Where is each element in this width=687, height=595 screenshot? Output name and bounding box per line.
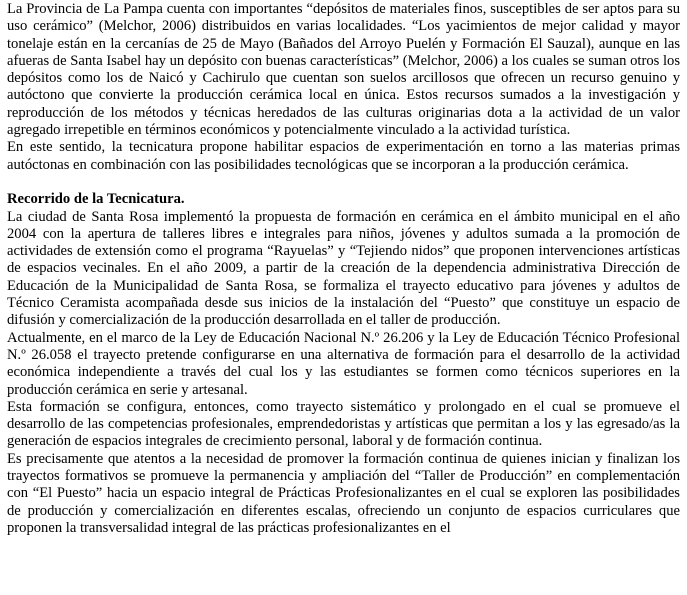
section-paragraph-1: La ciudad de Santa Rosa implementó la propuesta de formación en cerámica en el ámbito municipal en el año 2004 con la apertura de talleres libres e integrales para niños, jóvenes y adultos sumada a la promoción de actividades de extensión como el programa “Rayuelas” y “Tejiendo nidos” que proponen intervenciones artísticas de espacios vecinales. En el año 2009, a partir de la creación de la dependencia administrativa Dirección de Educación de la Municipalidad de Santa Rosa, se formaliza el trayecto educativo para jóvenes y adultos de Técnico Ceramista acompañada desde sus inicios de la instalación del “Puesto” que constituye un espacio de difusión y comercialización de la producción desarrollada en el taller de producción. [7,208,680,329]
section-paragraph-3: Esta formación se configura, entonces, como trayecto sistemático y prolongado en el cual se promueve el desarrollo de las competencias profesionales, emprendedoristas y artísticas que permitan a los y las egresado/as la generación de espacios integrales de crecimiento personal, laboral y de formación continua. [7,398,680,450]
paragraph-spacer [7,174,680,191]
section-heading: Recorrido de la Tecnicatura. [7,191,185,208]
section-paragraph-4: Es precisamente que atentos a la necesidad de promover la formación continua de quienes inician y finalizan los trayectos formativos se promueve la permanencia y ampliación del “Taller de Producción” en complementación con “El Puesto” hacia un espacio integral de Prácticas Profesionalizantes en el cual se exploren las posibilidades de producción y comercialización en diferentes escalas, ofreciendo un conjunto de espacios curriculares que proponen la transversalidad integral de las prácticas profesionalizantes en el [7,450,680,536]
section-paragraph-2: Actualmente, en el marco de la Ley de Educación Nacional N.º 26.206 y la Ley de Educación Técnico Profesional N.º 26.058 el trayecto pretende configurarse en una alternativa de formación para el desarrollo de la actividad económica independiente a través del cual los y las estudiantes se formen como técnicos superiores en la producción cerámica en serie y artesanal. [7,329,680,398]
intro-paragraph-2: En este sentido, la tecnicatura propone habilitar espacios de experimentación en torno a las materias primas autóctonas en combinación con las posibilidades tecnológicas que se incorporan a la producción cerámica. [7,139,680,173]
intro-paragraph-1: La Provincia de La Pampa cuenta con importantes “depósitos de materiales finos, susceptibles de ser aptos para su uso cerámico” (Melchor, 2006) distribuidos en varias localidades. “Los yacimientos de mejor calidad y mayor tonelaje están en la cercanías de 25 de Mayo (Bañados del Arroyo Puelén y Formación El Sauzal), aunque en las afueras de Santa Isabel hay un depósito con buenas características” (Melchor, 2006) a los cuales se suman otros los depósitos como los de Naicó y Cachirulo que cuentan son suelos arcillosos que ofrecen un recurso genuino y autóctono que convierte la producción cerámica local en única. Estos recursos sumados a la investigación y reproducción de los métodos y técnicas heredados de las culturas originarias dota a la actividad de un valor agregado irrepetible en términos económicos y potencialmente vinculado a la actividad turística. [7,1,680,139]
